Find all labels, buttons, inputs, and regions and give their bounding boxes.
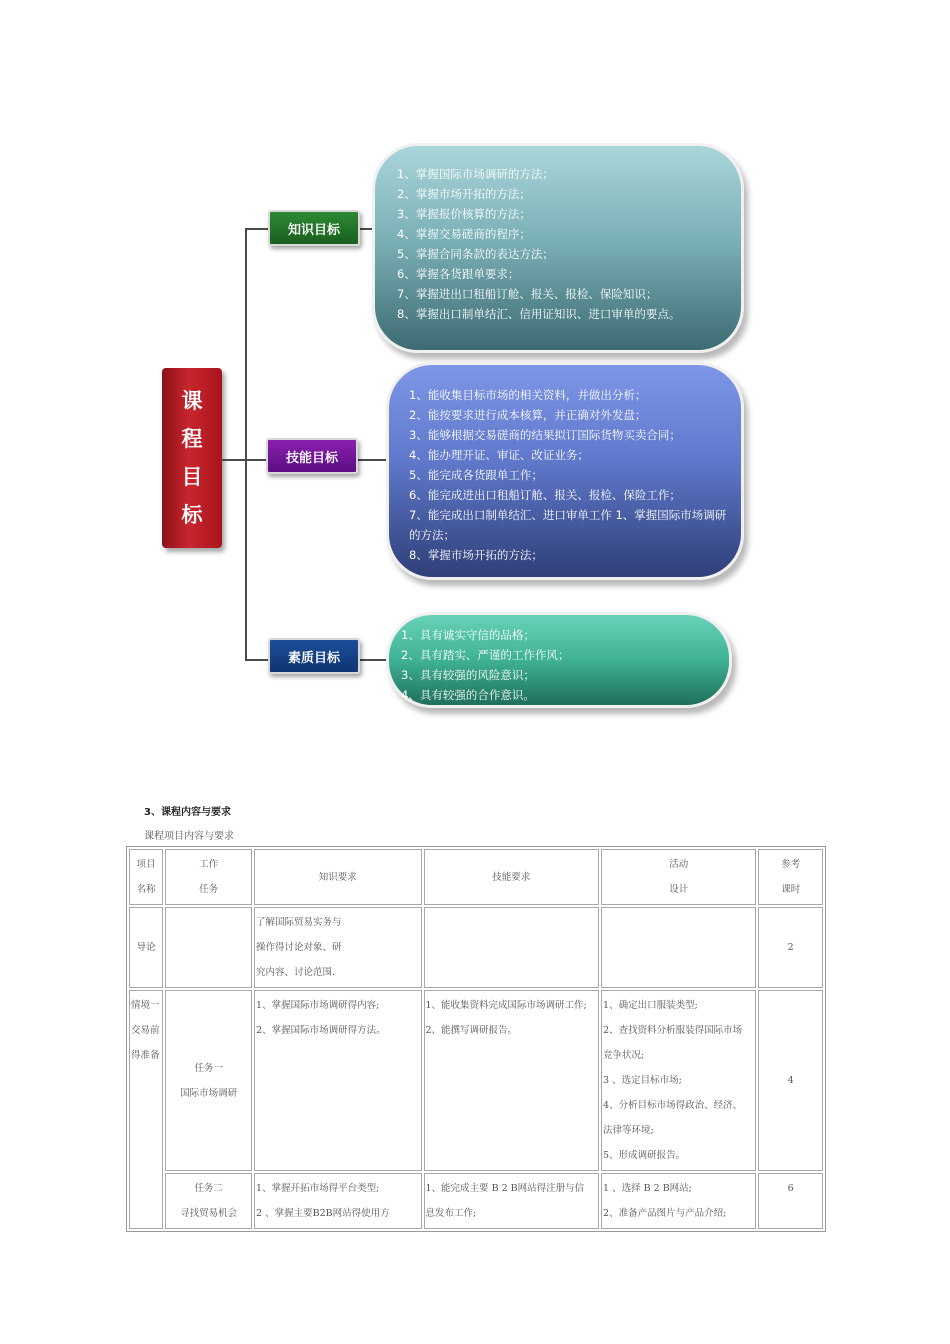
- quality-item: 4、具有较强的合作意识。: [401, 688, 535, 702]
- row-knowledge: 了解国际贸易实务与 操作得讨论对象、研 究内容、讨论范围.: [254, 907, 421, 988]
- table-row: [129, 907, 823, 988]
- row-activity: [601, 907, 756, 988]
- main-char-3: 目: [181, 464, 203, 489]
- knowledge-item: 6、掌握各货跟单要求；: [397, 267, 520, 281]
- skill-item: 5、能完成各货跟单工作；: [409, 468, 543, 482]
- table-row: [129, 1173, 823, 1229]
- header-task: 工作 任务: [165, 849, 252, 905]
- knowledge-item: 2、掌握市场开拓的方法；: [397, 187, 531, 201]
- main-char-4: 标: [181, 502, 203, 527]
- quality-goal-bubble: [386, 612, 732, 708]
- knowledge-item: 7、掌握进出口租船订舱、报关、报检、保险知识；: [397, 287, 658, 301]
- knowledge-goal-label: 知识目标: [268, 210, 360, 246]
- table-row: [129, 990, 823, 1171]
- skill-item: 7、能完成出口制单结汇、进口审单工作 1、掌握国际市场调研的方法；: [409, 508, 727, 542]
- skill-item: 6、能完成进出口租船订舱、报关、报检、保险工作；: [409, 488, 681, 502]
- skill-goal-bubble: [386, 362, 744, 580]
- row-activity: 1、确定出口服装类型; 2、查找资料分析服装得国际市场 竞争状况; 3 、选定目标市场; 4、分析目标市场得政治、经济、 法律等环境; 5、形成调研报告。: [601, 990, 756, 1171]
- knowledge-goal-bubble: [372, 143, 744, 353]
- row-skill: 1、能完成主要 B 2 B网站得注册与信 息发布工作;: [424, 1173, 600, 1229]
- row-activity: 1 、选择 B 2 B网站; 2、准备产品图片与产品介绍;: [601, 1173, 756, 1229]
- skill-item: 1、能收集目标市场的相关资料，并做出分析；: [409, 388, 647, 402]
- row-skill: 1、能收集资料完成国际市场调研工作; 2、能撰写调研报告。: [424, 990, 600, 1171]
- row-hours: 6: [758, 1173, 823, 1229]
- row-project: 导论: [129, 907, 163, 988]
- knowledge-item: 4、掌握交易磋商的程序；: [397, 227, 531, 241]
- quality-item: 3、具有较强的风险意识；: [401, 668, 535, 682]
- header-knowledge: 知识要求: [254, 849, 421, 905]
- row-hours: 4: [758, 990, 823, 1171]
- row-task: 任务二 寻找贸易机会: [165, 1173, 252, 1229]
- table-caption: 课程项目内容与要求: [144, 831, 234, 842]
- course-goals-main-box: [162, 368, 222, 548]
- row-task: [165, 907, 252, 988]
- connector-main-h: [222, 459, 246, 461]
- skill-item: 3、能够根据交易磋商的结果拟订国际货物买卖合同；: [409, 428, 681, 442]
- knowledge-item: 8、掌握出口制单结汇、信用证知识、进口审单的要点。: [397, 307, 681, 321]
- main-char-1: 课: [181, 388, 203, 413]
- connector-skill-bubble: [358, 459, 388, 461]
- connector-skill: [245, 459, 267, 461]
- connector-knowledge: [245, 228, 269, 230]
- skill-item: 8、掌握市场开拓的方法；: [409, 548, 543, 562]
- main-char-2: 程: [181, 426, 203, 451]
- row-knowledge: 1、掌握国际市场调研得内容; 2、掌握国际市场调研得方法。: [254, 990, 421, 1171]
- row-skill: [424, 907, 600, 988]
- skill-item: 2、能按要求进行成本核算，并正确对外发盘；: [409, 408, 647, 422]
- knowledge-item: 3、掌握报价核算的方法；: [397, 207, 531, 221]
- row-hours: 2: [758, 907, 823, 988]
- table-header-row: [129, 849, 823, 905]
- row-task: 任务一 国际市场调研: [165, 990, 252, 1171]
- header-activity: 活动 设计: [601, 849, 756, 905]
- row-knowledge: 1、掌握开拓市场得平台类型; 2 、掌握主要B2B网站得使用方: [254, 1173, 421, 1229]
- connector-quality-bubble: [360, 659, 388, 661]
- header-project: 项目 名称: [129, 849, 163, 905]
- quality-item: 2、具有踏实、严谨的工作作风；: [401, 648, 570, 662]
- header-skill: 技能要求: [424, 849, 600, 905]
- knowledge-item: 5、掌握合同条款的表达方法；: [397, 247, 554, 261]
- row-project: 情境一 交易前 得准备: [129, 990, 163, 1229]
- connector-quality: [245, 659, 269, 661]
- header-hours: 参考 课时: [758, 849, 823, 905]
- quality-goal-label: 素质目标: [268, 638, 360, 674]
- course-content-table: [126, 846, 826, 1232]
- skill-item: 4、能办理开证、审证、改证业务；: [409, 448, 589, 462]
- section-title: 3、课程内容与要求: [144, 807, 231, 818]
- skill-goal-label: 技能目标: [266, 438, 358, 474]
- quality-item: 1、具有诚实守信的品格；: [401, 628, 535, 642]
- knowledge-item: 1、掌握国际市场调研的方法；: [397, 167, 554, 181]
- connector-vertical: [245, 228, 247, 661]
